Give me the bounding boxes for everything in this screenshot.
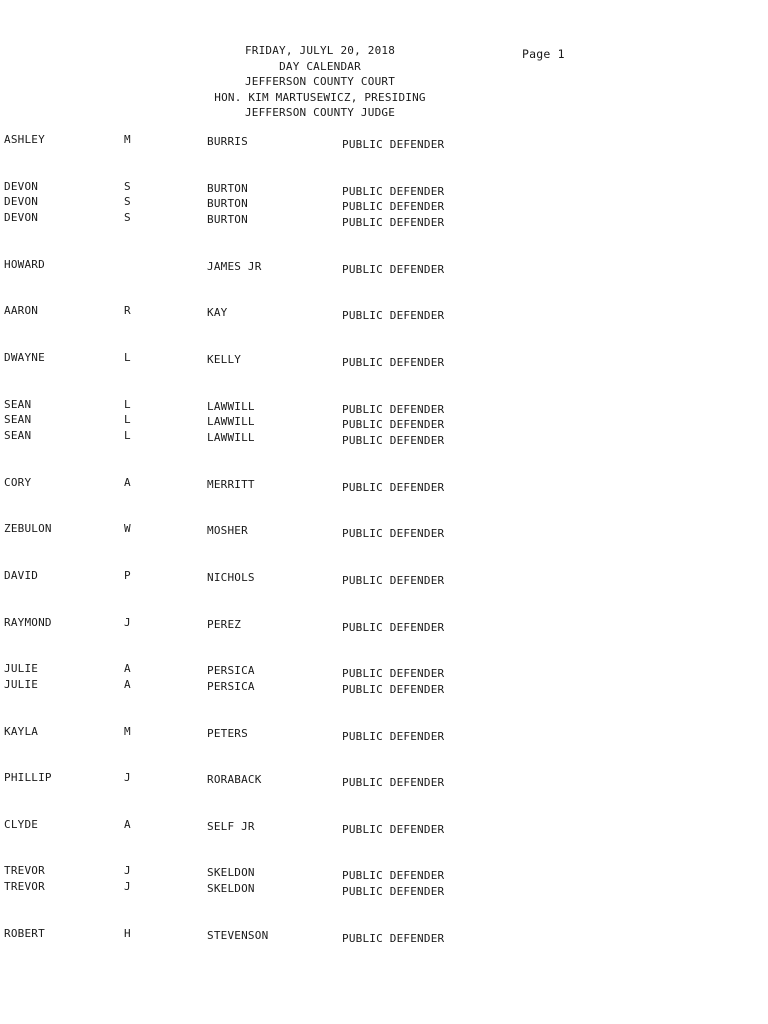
defendant-middle-initial: W [124,522,131,536]
attorney-name: PUBLIC DEFENDER [342,216,445,230]
defendant-first-name: SEAN [4,413,32,427]
attorney-name: PUBLIC DEFENDER [342,527,445,541]
defendant-last-name: LAWWILL [207,415,255,429]
defendant-last-name: PERSICA [207,679,255,693]
defendant-first-name: ZEBULON [4,522,52,536]
defendant-first-name: AARON [4,304,39,318]
defendant-middle-initial: A [124,817,131,831]
calendar-header [170,43,470,121]
defendant-first-name: DEVON [4,211,39,225]
defendant-middle-initial: J [124,880,131,894]
judge-title: JEFFERSON COUNTY JUDGE [244,106,396,120]
calendar-type: DAY CALENDAR [279,59,361,73]
defendant-first-name: RAYMOND [4,615,52,629]
attorney-name: PUBLIC DEFENDER [342,667,445,681]
attorney-name: PUBLIC DEFENDER [342,309,445,323]
defendant-last-name: MOSHER [207,524,248,538]
defendant-last-name: SKELDON [207,882,255,896]
defendant-first-name: DEVON [4,195,39,209]
attorney-name: PUBLIC DEFENDER [342,184,445,198]
defendant-first-name: TREVOR [4,880,45,894]
defendant-middle-initial: L [124,397,131,411]
defendant-middle-initial: L [124,429,131,443]
defendant-first-name: JULIE [4,677,39,691]
defendant-last-name: BURRIS [207,135,248,148]
attorney-name: PUBLIC DEFENDER [342,729,445,743]
defendant-last-name: PEREZ [207,617,242,631]
attorney-name: PUBLIC DEFENDER [342,574,445,587]
defendant-middle-initial: A [124,662,131,676]
attorney-name: PUBLIC DEFENDER [342,869,445,883]
defendant-last-name: LAWWILL [207,399,255,413]
presiding-judge: HON. KIM MARTUSEWICZ, PRESIDING [214,90,426,104]
defendant-last-name: BURTON [207,213,248,227]
defendant-last-name: NICHOLS [207,571,255,584]
defendant-first-name: CORY [4,475,32,489]
defendant-middle-initial: S [124,179,131,193]
attorney-name: PUBLIC DEFENDER [342,262,445,276]
page-number: Page 1 [522,47,565,61]
defendant-last-name: KAY [207,306,228,320]
defendant-last-name: LAWWILL [207,431,255,445]
defendant-first-name: DAVID [4,569,39,582]
attorney-name: PUBLIC DEFENDER [342,402,445,416]
defendant-last-name: PERSICA [207,664,255,678]
defendant-middle-initial: R [124,304,131,318]
attorney-name: PUBLIC DEFENDER [342,418,445,432]
defendant-last-name: SKELDON [207,866,255,880]
defendant-middle-initial: P [124,569,131,582]
attorney-name: PUBLIC DEFENDER [342,480,445,494]
attorney-name: PUBLIC DEFENDER [342,885,445,899]
defendant-first-name: DWAYNE [4,351,45,364]
defendant-last-name: PETERS [207,726,248,740]
defendant-first-name: CLYDE [4,817,39,831]
defendant-middle-initial: A [124,677,131,691]
defendant-first-name: KAYLA [4,724,39,738]
defendant-last-name: STEVENSON [207,928,269,942]
defendant-first-name: ROBERT [4,926,45,940]
defendant-middle-initial: H [124,926,131,940]
defendant-middle-initial: A [124,475,131,489]
attorney-name: PUBLIC DEFENDER [342,682,445,696]
defendant-middle-initial: M [124,724,131,738]
defendant-first-name: TREVOR [4,864,45,878]
attorney-name: PUBLIC DEFENDER [342,138,445,151]
attorney-name: PUBLIC DEFENDER [342,200,445,214]
defendant-first-name: HOWARD [4,257,45,271]
attorney-name: PUBLIC DEFENDER [342,776,445,790]
defendant-last-name: KELLY [207,353,242,366]
attorney-name: PUBLIC DEFENDER [342,620,445,634]
defendant-middle-initial: M [124,133,131,146]
defendant-first-name: SEAN [4,397,32,411]
defendant-first-name: ASHLEY [4,133,45,146]
court-name: JEFFERSON COUNTY COURT [244,75,396,89]
defendant-first-name: DEVON [4,179,39,193]
defendant-middle-initial: L [124,413,131,427]
attorney-name: PUBLIC DEFENDER [342,434,445,448]
defendant-first-name: JULIE [4,662,39,676]
defendant-middle-initial: S [124,195,131,209]
defendant-last-name: JAMES JR [207,259,262,273]
attorney-name: PUBLIC DEFENDER [342,356,445,369]
attorney-name: PUBLIC DEFENDER [342,822,445,836]
defendant-middle-initial: J [124,615,131,629]
defendant-last-name: BURTON [207,197,248,211]
defendant-last-name: RORABACK [207,773,262,787]
attorney-name: PUBLIC DEFENDER [342,931,445,945]
defendant-middle-initial: L [124,351,131,364]
defendant-middle-initial: J [124,771,131,785]
defendant-middle-initial: J [124,864,131,878]
defendant-first-name: PHILLIP [4,771,52,785]
defendant-first-name: SEAN [4,429,32,443]
defendant-last-name: BURTON [207,181,248,195]
calendar-date: FRIDAY, JULYL 20, 2018 [244,44,396,57]
defendant-middle-initial: S [124,211,131,225]
defendant-last-name: SELF JR [207,819,255,833]
defendant-last-name: MERRITT [207,477,255,491]
